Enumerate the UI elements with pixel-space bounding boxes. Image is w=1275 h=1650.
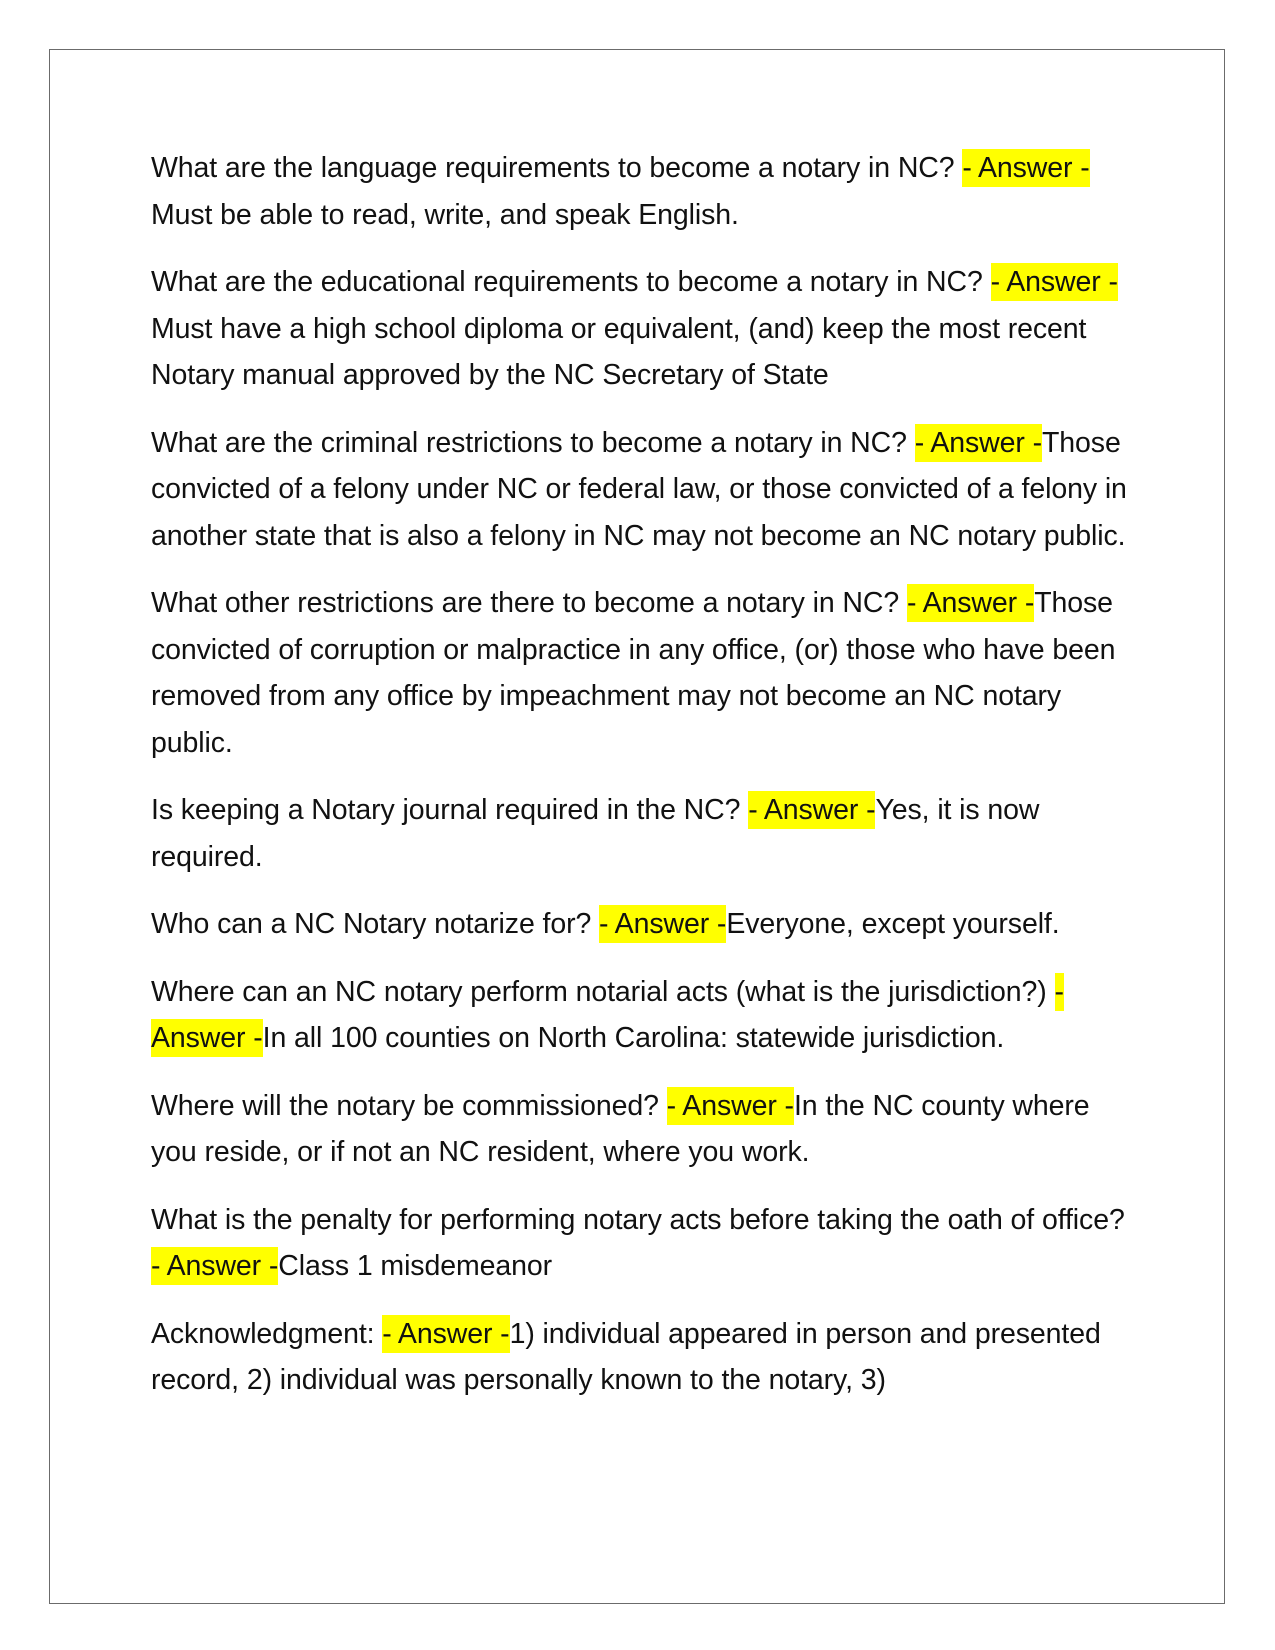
qa-entry-notarize-for <box>151 901 1136 948</box>
question-text: What are the criminal restrictions to become a notary in NC? <box>151 426 915 459</box>
answer-marker: - Answer - <box>991 263 1118 301</box>
answer-marker: - Answer - <box>907 584 1034 622</box>
question-text: What is the penalty for performing notary acts before taking the oath of office? <box>151 1203 1125 1236</box>
qa-entry-acknowledgment <box>151 1311 1136 1404</box>
qa-entry-jurisdiction <box>151 969 1136 1062</box>
answer-marker: - Answer - <box>962 149 1089 187</box>
answer-text: In the NC county where you reside, or if not an NC resident, where you work. <box>151 1089 1090 1168</box>
answer-text: Everyone, except yourself. <box>726 908 1060 940</box>
qa-entry-other-restrictions <box>151 580 1136 766</box>
qa-entry-penalty <box>151 1197 1136 1290</box>
qa-entry-education <box>151 259 1136 399</box>
answer-text: Those convicted of a felony under NC or federal law, or those convicted of a felony in another state that is also a felony in NC may not become an NC notary public. <box>151 426 1127 552</box>
qa-entry-commissioned <box>151 1083 1136 1176</box>
answer-text: Yes, it is now required. <box>151 794 1040 873</box>
answer-text: Those convicted of corruption or malpractice in any office, (or) those who have been removed from any office by impeachment may not become an NC notary public. <box>151 587 1116 759</box>
question-text: Where can an NC notary perform notarial acts (what is the jurisdiction?) <box>151 975 1055 1008</box>
answer-text: In all 100 counties on North Carolina: statewide jurisdiction. <box>262 1022 1005 1054</box>
answer-text: Class 1 misdemeanor <box>278 1250 552 1282</box>
qa-entry-criminal <box>151 420 1136 560</box>
answer-marker: - Answer - <box>748 791 875 829</box>
question-text: Acknowledgment: <box>151 1317 383 1350</box>
answer-marker: - Answer - <box>667 1087 794 1125</box>
answer-marker: - Answer - <box>915 424 1042 462</box>
qa-entry-language <box>151 145 1136 238</box>
answer-text: 1) individual appeared in person and presented record, 2) individual was personally known to the notary, 3) <box>151 1317 1101 1396</box>
answer-marker: - Answer - <box>599 905 726 943</box>
question-text: What other restrictions are there to become a notary in NC? <box>151 587 907 619</box>
question-text: What are the language requirements to become a notary in NC? <box>151 152 963 184</box>
question-text: What are the educational requirements to become a notary in NC? <box>151 266 991 298</box>
question-text: Is keeping a Notary journal required in the NC? <box>151 794 749 826</box>
qa-entry-journal <box>151 787 1136 880</box>
document-body <box>151 145 1136 1425</box>
answer-text: Must have a high school diploma or equivalent, (and) keep the most recent Notary manual approved by the NC Secretary of State <box>151 312 1087 391</box>
answer-text: Must be able to read, write, and speak English. <box>151 198 739 231</box>
question-text: Where will the notary be commissioned? <box>151 1089 667 1122</box>
answer-marker: - Answer - <box>151 973 1064 1058</box>
answer-marker: - Answer - <box>151 1247 278 1285</box>
answer-marker: - Answer - <box>382 1315 509 1353</box>
question-text: Who can a NC Notary notarize for? <box>151 908 600 940</box>
